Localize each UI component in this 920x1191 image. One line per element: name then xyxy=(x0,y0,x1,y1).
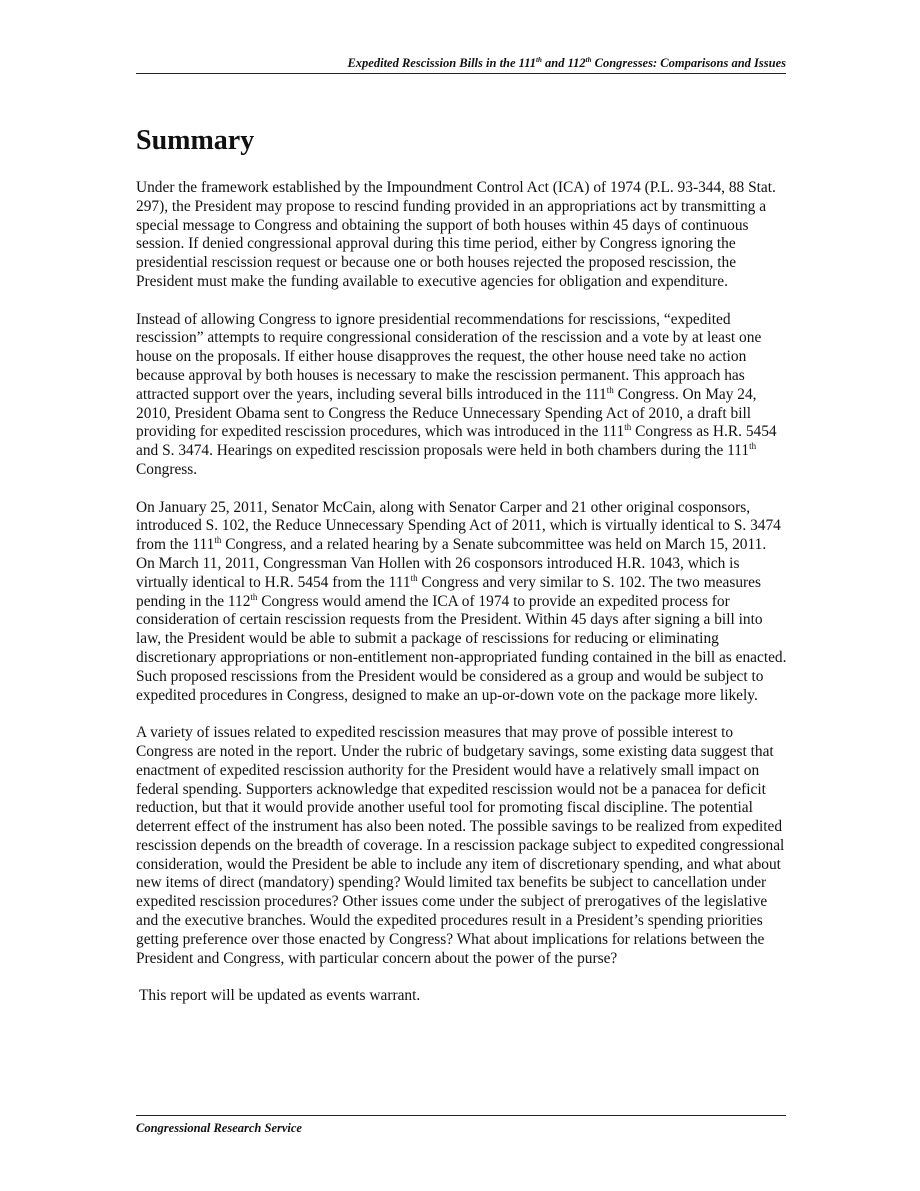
summary-body xyxy=(136,179,788,1025)
header-divider xyxy=(136,73,786,74)
footer-divider xyxy=(136,1115,786,1116)
paragraph-2: Instead of allowing Congress to ignore presidential recommendations for rescissions, “expedited rescission” attempts to require congressional consideration of the rescission and a vote by at least one house on the proposals. If either house disapproves the request, the other house need take no action because approval by both houses is necessary to make the rescission permanent. This approach has attracted support over the years, including several bills introduced in the 111th Congress. On May 24, 2010, President Obama sent to Congress the Reduce Unnecessary Spending Act of 2010, a draft bill providing for expedited rescission procedures, which was introduced in the 111th Congress as H.R. 5454 and S. 3474. Hearings on expedited rescission proposals were held in both chambers during the 111th Congress. xyxy=(136,310,777,478)
page-title: Summary xyxy=(136,125,255,156)
running-header: Expedited Rescission Bills in the 111th and 112th Congresses: Comparisons and Issues xyxy=(347,55,786,70)
page-footer: Congressional Research Service xyxy=(136,1121,302,1135)
paragraph-1: Under the framework established by the Impoundment Control Act (ICA) of 1974 (P.L. 93-344, 88 Stat. 297), the President may propose to rescind funding provided in an appropriations act by transmitting a special message to Congress and obtaining the support of both houses within 45 days of continuous session. If denied congressional approval during this time period, either by Congress ignoring the presidential rescission request or because one or both houses rejected the proposed rescission, the President must make the funding available to executive agencies for obligation and expenditure. xyxy=(136,179,776,290)
paragraph-4: A variety of issues related to expedited rescission measures that may prove of possible interest to Congress are noted in the report. Under the rubric of budgetary savings, some existing data suggest that enactment of expedited rescission authority for the President would have a relatively small impact on federal spending. Supporters acknowledge that expedited rescission would not be a panacea for deficit reduction, but that it would provide another useful tool for promoting fiscal discipline. The potential deterrent effect of the instrument has also been noted. The possible savings to be realized from expedited rescission depends on the breadth of coverage. In a rescission package subject to expedited congressional consideration, would the President be able to include any item of discretionary spending, and what about new items of direct (mandatory) spending? Would limited tax benefits be subject to cancellation under expedited rescission procedures? Other issues come under the subject of prerogatives of the legislative and the executive branches. Would the expedited procedures result in a President’s spending priorities getting preference over those enacted by Congress? What about implications for relations between the President and Congress, with particular concern about the power of the purse? xyxy=(136,724,785,967)
paragraph-3: On January 25, 2011, Senator McCain, along with Senator Carper and 21 other original cosponsors, introduced S. 102, the Reduce Unnecessary Spending Act of 2011, which is virtually identical to S. 3474 from the 111th Congress, and a related hearing by a Senate subcommittee was held on March 15, 2011. On March 11, 2011, Congressman Van Hollen with 26 cosponsors introduced H.R. 1043, which is virtually identical to H.R. 5454 from the 111th Congress and very similar to S. 102. The two measures pending in the 112th Congress would amend the ICA of 1974 to provide an expedited process for consideration of certain rescission requests from the President. Within 45 days after signing a bill into law, the President would be able to submit a package of rescissions for reducing or eliminating discretionary appropriations or non-entitlement non-appropriated funding contained in the bill as enacted. Such proposed rescissions from the President would be considered as a group and would be subject to expedited procedures in Congress, designed to make an up-or-down vote on the package more likely. xyxy=(136,498,787,704)
paragraph-5: This report will be updated as events warrant. xyxy=(139,987,421,1005)
